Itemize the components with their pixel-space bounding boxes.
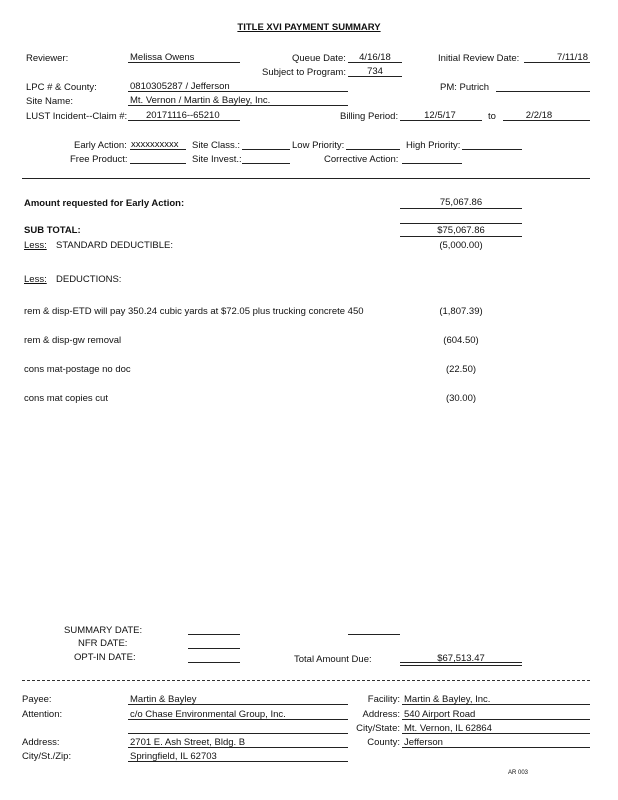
early-action-amount-line [400,208,522,209]
address-label: Address: [22,737,60,748]
page-title: TITLE XVI PAYMENT SUMMARY [237,22,381,33]
payee-line [128,704,348,705]
fac-city-label: City/State: [356,723,400,734]
subtotal-amount: $75,067.86 [437,225,485,236]
footer-mark: AR 003 [508,770,529,776]
nfr-date-label: NFR DATE: [78,638,128,649]
fac-address-line [402,719,590,720]
subject-value: 734 [367,66,383,77]
deductions-label: DEDUCTIONS: [56,274,122,285]
deduction-amount: (30.00) [445,393,477,404]
fac-city-value: Mt. Vernon, IL 62864 [404,723,492,734]
attention-line [128,719,348,720]
address-value: 2701 E. Ash Street, Bldg. B [130,737,246,748]
site-label: Site Name: [26,96,73,107]
fac-address-value: 540 Airport Road [404,709,476,720]
reviewer-label: Reviewer: [26,53,69,64]
free-product-label: Free Product: [70,154,128,165]
corrective-label: Corrective Action: [324,154,399,165]
section-divider [22,178,590,179]
site-line [128,105,348,106]
queue-date-label: Queue Date: [292,53,346,64]
subtotal-bottom-line [400,236,522,237]
initial-review-line [524,62,590,63]
less-label-2: Less: [24,274,47,285]
lust-value: 20171116--65210 [146,110,220,121]
fac-city-line [402,733,590,734]
county-label: County: [367,737,400,748]
payee-divider [22,680,590,681]
lust-line [128,120,240,121]
summary-extra-line [348,634,400,635]
billing-label: Billing Period: [340,111,399,122]
billing-to: 2/2/18 [525,110,553,121]
site-class-line [242,149,290,150]
site-invest-line [242,163,290,164]
city-value: Springfield, IL 62703 [130,751,217,762]
deduction-item: cons mat-postage no doc [24,364,131,375]
queue-date-value: 4/16/18 [359,52,391,63]
facility-value: Martin & Bayley, Inc. [404,694,491,705]
lpc-line [128,91,348,92]
early-action-class-value: xxxxxxxxxx [131,139,179,150]
subtotal-label: SUB TOTAL: [24,225,81,236]
attention-line-2 [128,733,348,734]
subject-line [348,76,402,77]
facility-label: Facility: [367,694,400,705]
total-label: Total Amount Due: [294,654,372,665]
optin-date-label: OPT-IN DATE: [74,652,136,663]
county-line [402,747,590,748]
queue-date-line [348,62,402,63]
deduction-amount: (1,807.39) [439,306,483,317]
county-value: Jefferson [404,737,443,748]
total-line-2 [400,665,522,666]
total-line-1 [400,662,522,663]
summary-date-label: SUMMARY DATE: [64,625,143,636]
reviewer-value: Melissa Owens [130,52,195,63]
high-priority-line [462,149,522,150]
billing-from-line [400,120,482,121]
less-label-1: Less: [24,240,47,251]
early-action-class-label: Early Action: [74,140,127,151]
city-line [128,761,348,762]
payee-label: Payee: [22,694,52,705]
deduction-amount: (22.50) [445,364,477,375]
site-value: Mt. Vernon / Martin & Bayley, Inc. [130,95,271,106]
city-label: City/St./Zip: [22,751,72,762]
free-product-line [130,163,186,164]
site-class-label: Site Class.: [192,140,241,151]
total-amount: $67,513.47 [437,653,485,664]
subject-label: Subject to Program: [262,67,346,78]
pm-label: PM: Putrich [440,82,490,93]
billing-to-label: to [488,111,496,122]
nfr-date-line [188,648,240,649]
early-action-class-line [130,149,186,150]
reviewer-line [128,62,240,63]
site-invest-label: Site Invest.: [192,154,242,165]
corrective-line [402,163,462,164]
initial-review-label: Initial Review Date: [438,53,520,64]
deductible-label: STANDARD DEDUCTIBLE: [56,240,174,251]
deduction-item: rem & disp-ETD will pay 350.24 cubic yards at $72.05 plus trucking concrete 450 [24,306,364,317]
early-action-amount: 75,067.86 [439,197,483,208]
summary-date-line [188,634,240,635]
facility-line [402,704,590,705]
initial-review-value: 7/11/18 [557,52,588,63]
billing-to-line [503,120,590,121]
subtotal-top-line [400,223,522,224]
high-priority-label: High Priority: [406,140,461,151]
fac-address-label: Address: [362,709,400,720]
lpc-value: 0810305287 / Jefferson [130,81,230,92]
early-action-amount-label: Amount requested for Early Action: [24,198,185,209]
deduction-item: rem & disp-gw removal [24,335,122,346]
lpc-label: LPC # & County: [26,82,97,93]
lust-label: LUST Incident--Claim #: [26,111,128,122]
low-priority-line [346,149,400,150]
payee-value: Martin & Bayley [130,694,197,705]
attention-label: Attention: [22,709,63,720]
deduction-amount: (604.50) [443,335,479,346]
billing-from: 12/5/17 [424,110,456,121]
low-priority-label: Low Priority: [292,140,345,151]
optin-date-line [188,662,240,663]
attention-value: c/o Chase Environmental Group, Inc. [130,709,286,720]
address-line [128,747,348,748]
deduction-item: cons mat copies cut [24,393,108,404]
pm-line [496,91,590,92]
deductible-amount: (5,000.00) [439,240,483,251]
